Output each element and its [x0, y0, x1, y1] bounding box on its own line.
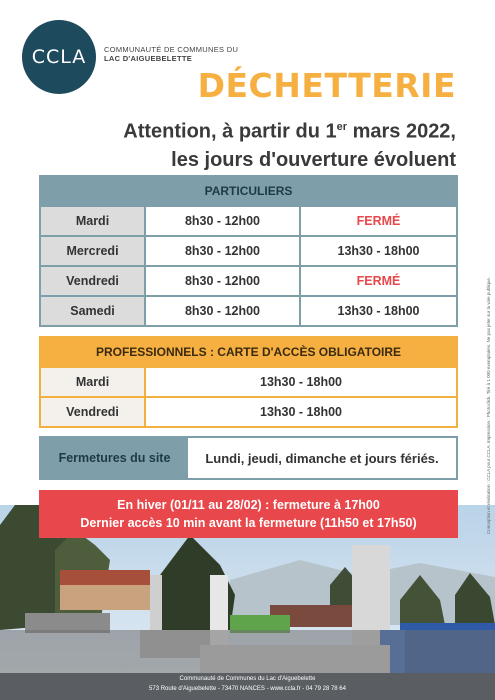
- subtitle-line-2: les jours d'ouverture évoluent: [171, 148, 456, 171]
- subtitle-line-1: [36, 113, 456, 146]
- afternoon-hours: FERMÉ: [299, 207, 456, 235]
- alert-line-2: Dernier accès 10 min avant la fermeture (11h50 et 17h50): [80, 516, 417, 530]
- logo-text: CCLA: [31, 46, 87, 68]
- organization-name: [104, 45, 238, 63]
- professionnels-table: [39, 336, 458, 428]
- footer: [0, 674, 495, 694]
- subtitle-line-1-a: Attention, à partir du 1: [123, 120, 337, 143]
- subtitle: [36, 113, 456, 174]
- subtitle-line-1-b: mars 2022,: [347, 120, 456, 143]
- morning-hours: 8h30 - 12h00: [144, 267, 299, 295]
- footer-line-1: Communauté de Communes du Lac d'Aiguebelette: [179, 676, 316, 682]
- day-cell: Mardi: [41, 207, 144, 235]
- page-title: DÉCHETTERIE: [197, 66, 456, 105]
- hours-cell: 13h30 - 18h00: [144, 368, 456, 396]
- afternoon-hours: 13h30 - 18h00: [299, 297, 456, 325]
- side-credits-text: Conception et réalisation : CCLA pour CCLA. Impression : Photoclick. Tiré à 1 000 exemplaires. Ne pas jeter sur la voie publique.: [486, 276, 491, 534]
- day-cell: Mardi: [41, 368, 144, 396]
- table-row: [41, 366, 456, 396]
- table-row: [41, 295, 456, 325]
- particuliers-header: PARTICULIERS: [41, 177, 456, 205]
- table-row: [41, 205, 456, 235]
- winter-alert: [39, 490, 458, 538]
- day-cell: Samedi: [41, 297, 144, 325]
- afternoon-hours: FERMÉ: [299, 267, 456, 295]
- particuliers-table: [39, 175, 458, 327]
- professionnels-header: PROFESSIONNELS : CARTE D'ACCÈS OBLIGATOIRE: [41, 338, 456, 366]
- day-cell: Vendredi: [41, 267, 144, 295]
- morning-hours: 8h30 - 12h00: [144, 297, 299, 325]
- day-cell: Vendredi: [41, 398, 144, 426]
- morning-hours: 8h30 - 12h00: [144, 237, 299, 265]
- table-row: [41, 396, 456, 426]
- org-line-2: LAC D'AIGUEBELETTE: [104, 54, 193, 63]
- fermetures-label: Fermetures du site: [41, 438, 188, 478]
- footer-line-2: 573 Route d'Aiguebelette - 73470 NANCES - www.ccla.fr - 04 79 28 78 64: [149, 686, 346, 692]
- org-line-1: COMMUNAUTÉ DE COMMUNES DU: [104, 45, 239, 54]
- subtitle-sup: er: [336, 121, 348, 133]
- table-row: [41, 265, 456, 295]
- side-credits: [484, 262, 491, 542]
- alert-line-1: En hiver (01/11 au 28/02) : fermeture à 17h00: [117, 498, 380, 512]
- fermetures-box: [39, 436, 458, 480]
- ccla-logo: [22, 20, 96, 94]
- fermetures-value: Lundi, jeudi, dimanche et jours fériés.: [188, 438, 456, 478]
- table-row: [41, 235, 456, 265]
- day-cell: Mercredi: [41, 237, 144, 265]
- morning-hours: 8h30 - 12h00: [144, 207, 299, 235]
- hours-cell: 13h30 - 18h00: [144, 398, 456, 426]
- afternoon-hours: 13h30 - 18h00: [299, 237, 456, 265]
